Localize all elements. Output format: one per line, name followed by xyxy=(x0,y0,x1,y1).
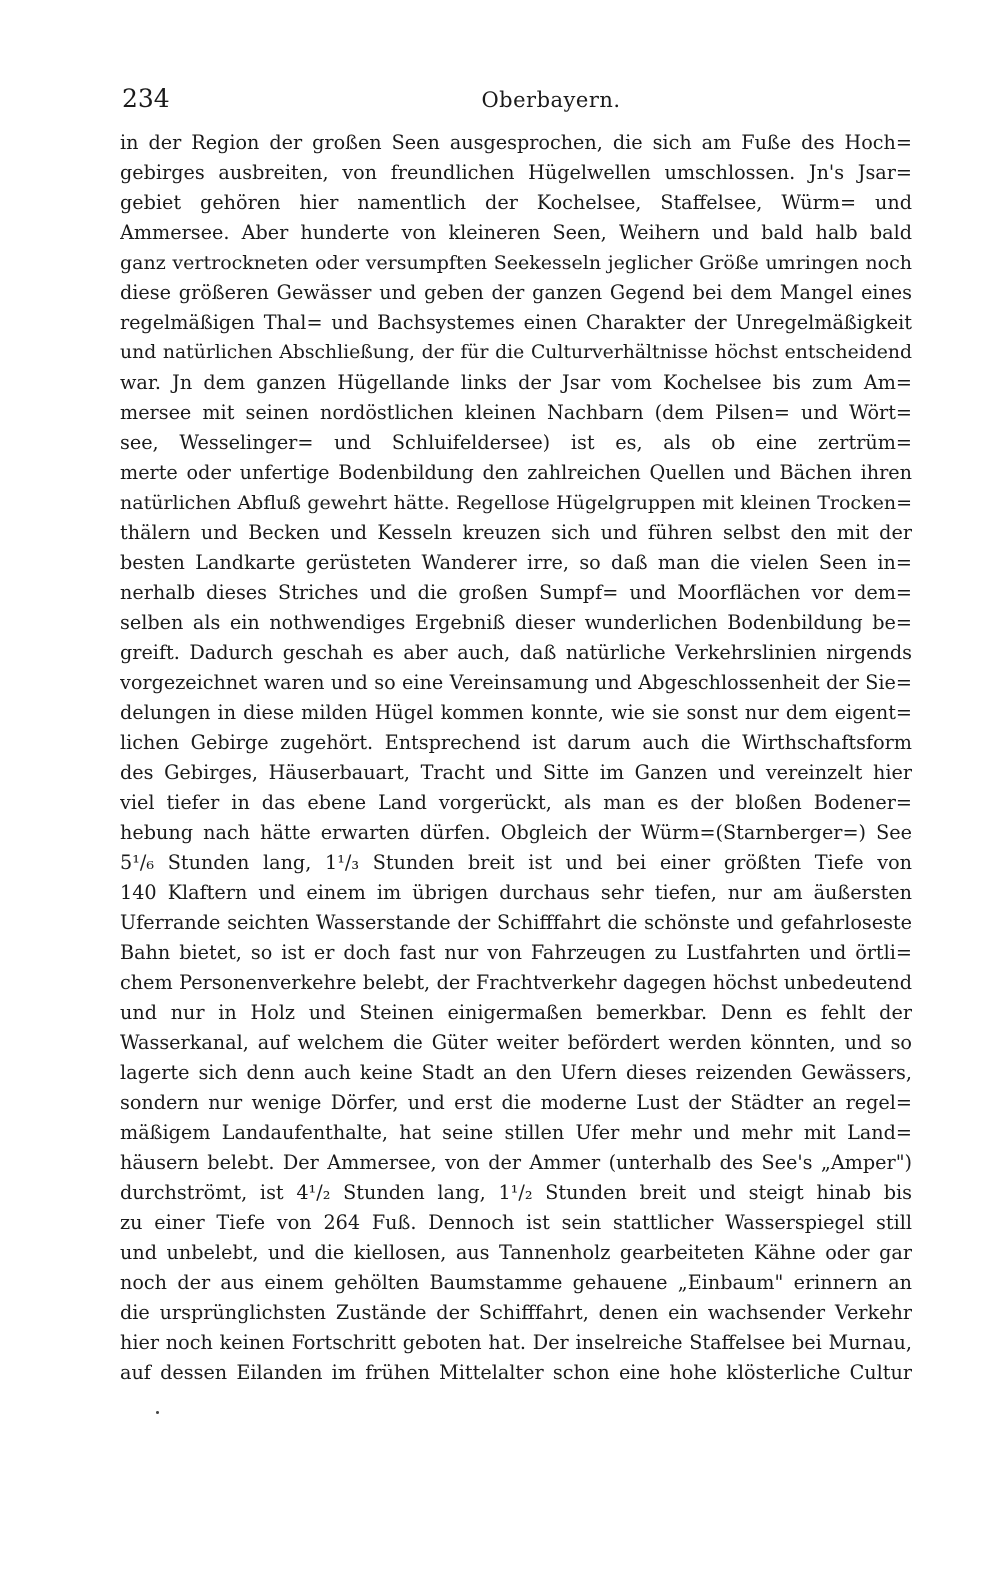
text-line: zu einer Tiefe von 264 Fuß. Dennoch ist sein stattlicher Wasserspiegel still xyxy=(120,1211,912,1234)
page-header xyxy=(122,84,910,118)
text-line: sondern nur wenige Dörfer, und erst die moderne Lust der Städter an regel= xyxy=(120,1091,912,1114)
text-line: Uferrande seichten Wasserstande der Schifffahrt die schönste und gefahrloseste xyxy=(120,911,912,934)
text-line: häusern belebt. Der Ammersee, von der Ammer (unterhalb des See's „Amper") xyxy=(120,1151,912,1174)
text-line: 140 Klaftern und einem im übrigen durchaus sehr tiefen, nur am äußersten xyxy=(120,881,912,904)
text-line: und nur in Holz und Steinen einigermaßen bemerkbar. Denn es fehlt der xyxy=(120,1001,912,1024)
text-line: lichen Gebirge zugehört. Entsprechend ist darum auch die Wirthschaftsform xyxy=(120,731,912,754)
running-head: Oberbayern. xyxy=(481,88,621,112)
text-line: mäßigem Landaufenthalte, hat seine stillen Ufer mehr und mehr mit Land= xyxy=(120,1121,912,1144)
text-line: merte oder unfertige Bodenbildung den zahlreichen Quellen und Bächen ihren xyxy=(120,461,912,484)
text-line: und natürlichen Abschließung, der für die Culturverhältnisse höchst entscheidend xyxy=(120,342,912,363)
text-line: viel tiefer in das ebene Land vorgerückt, als man es der bloßen Bodener= xyxy=(120,791,912,814)
text-line: diese größeren Gewässer und geben der ganzen Gegend bei dem Mangel eines xyxy=(120,281,912,304)
text-line: Wasserkanal, auf welchem die Güter weiter befördert werden könnten, und so xyxy=(120,1031,912,1054)
body-text xyxy=(120,128,912,1388)
text-line: gebirges ausbreiten, von freundlichen Hügelwellen umschlossen. Jn's Jsar= xyxy=(120,161,912,184)
text-line: in der Region der großen Seen ausgesprochen, die sich am Fuße des Hoch= xyxy=(120,131,912,154)
text-line: des Gebirges, Häuserbauart, Tracht und Sitte im Ganzen und vereinzelt hier xyxy=(120,761,912,784)
text-line: noch der aus einem gehölten Baumstamme gehauene „Einbaum" erinnern an xyxy=(120,1271,912,1294)
text-line: 5¹/₆ Stunden lang, 1¹/₃ Stunden breit ist und bei einer größten Tiefe von xyxy=(120,851,912,874)
text-line: gebiet gehören hier namentlich der Kochelsee, Staffelsee, Würm= und xyxy=(120,191,912,214)
text-line: Bahn bietet, so ist er doch fast nur von Fahrzeugen zu Lustfahrten und örtli= xyxy=(120,941,912,964)
print-speck xyxy=(156,1411,159,1414)
text-line: durchströmt, ist 4¹/₂ Stunden lang, 1¹/₂ Stunden breit und steigt hinab bis xyxy=(120,1181,912,1204)
text-line: mersee mit seinen nordöstlichen kleinen Nachbarn (dem Pilsen= und Wört= xyxy=(120,401,912,424)
text-line: Ammersee. Aber hunderte von kleineren Seen, Weihern und bald halb bald xyxy=(120,221,912,244)
text-line: hier noch keinen Fortschritt geboten hat. Der inselreiche Staffelsee bei Murnau, xyxy=(120,1331,912,1354)
text-line: greift. Dadurch geschah es aber auch, daß natürliche Verkehrslinien nirgends xyxy=(120,641,912,664)
text-line: auf dessen Eilanden im frühen Mittelalter schon eine hohe klösterliche Cultur xyxy=(120,1361,912,1384)
text-line: regelmäßigen Thal= und Bachsystemes einen Charakter der Unregelmäßigkeit xyxy=(120,311,912,334)
text-line: natürlichen Abfluß gewehrt hätte. Regellose Hügelgruppen mit kleinen Trocken= xyxy=(120,492,912,514)
text-line: delungen in diese milden Hügel kommen konnte, wie sie sonst nur dem eigent= xyxy=(120,701,912,724)
text-line: und unbelebt, und die kiellosen, aus Tannenholz gearbeiteten Kähne oder gar xyxy=(120,1241,912,1264)
text-line: besten Landkarte gerüsteten Wanderer irre, so daß man die vielen Seen in= xyxy=(120,551,912,574)
text-line: see, Wesselinger= und Schluifeldersee) ist es, als ob eine zertrüm= xyxy=(120,431,912,454)
text-line: war. Jn dem ganzen Hügellande links der Jsar vom Kochelsee bis zum Am= xyxy=(120,371,912,394)
page-number: 234 xyxy=(122,84,170,113)
text-line: nerhalb dieses Striches und die großen Sumpf= und Moorflächen vor dem= xyxy=(120,581,912,604)
text-line: vorgezeichnet waren und so eine Vereinsamung und Abgeschlossenheit der Sie= xyxy=(120,671,912,694)
text-line: hebung nach hätte erwarten dürfen. Obgleich der Würm=(Starnberger=) See xyxy=(120,821,912,844)
text-line: ganz vertrockneten oder versumpften Seekesseln jeglicher Größe umringen noch xyxy=(120,252,912,274)
text-line: selben als ein nothwendiges Ergebniß dieser wunderlichen Bodenbildung be= xyxy=(120,611,912,634)
text-line: die ursprünglichsten Zustände der Schifffahrt, denen ein wachsender Verkehr xyxy=(120,1301,912,1324)
text-line: chem Personenverkehre belebt, der Frachtverkehr dagegen höchst unbedeutend xyxy=(120,971,912,994)
text-line: lagerte sich denn auch keine Stadt an den Ufern dieses reizenden Gewässers, xyxy=(120,1061,912,1084)
text-line: thälern und Becken und Kesseln kreuzen sich und führen selbst den mit der xyxy=(120,521,912,544)
